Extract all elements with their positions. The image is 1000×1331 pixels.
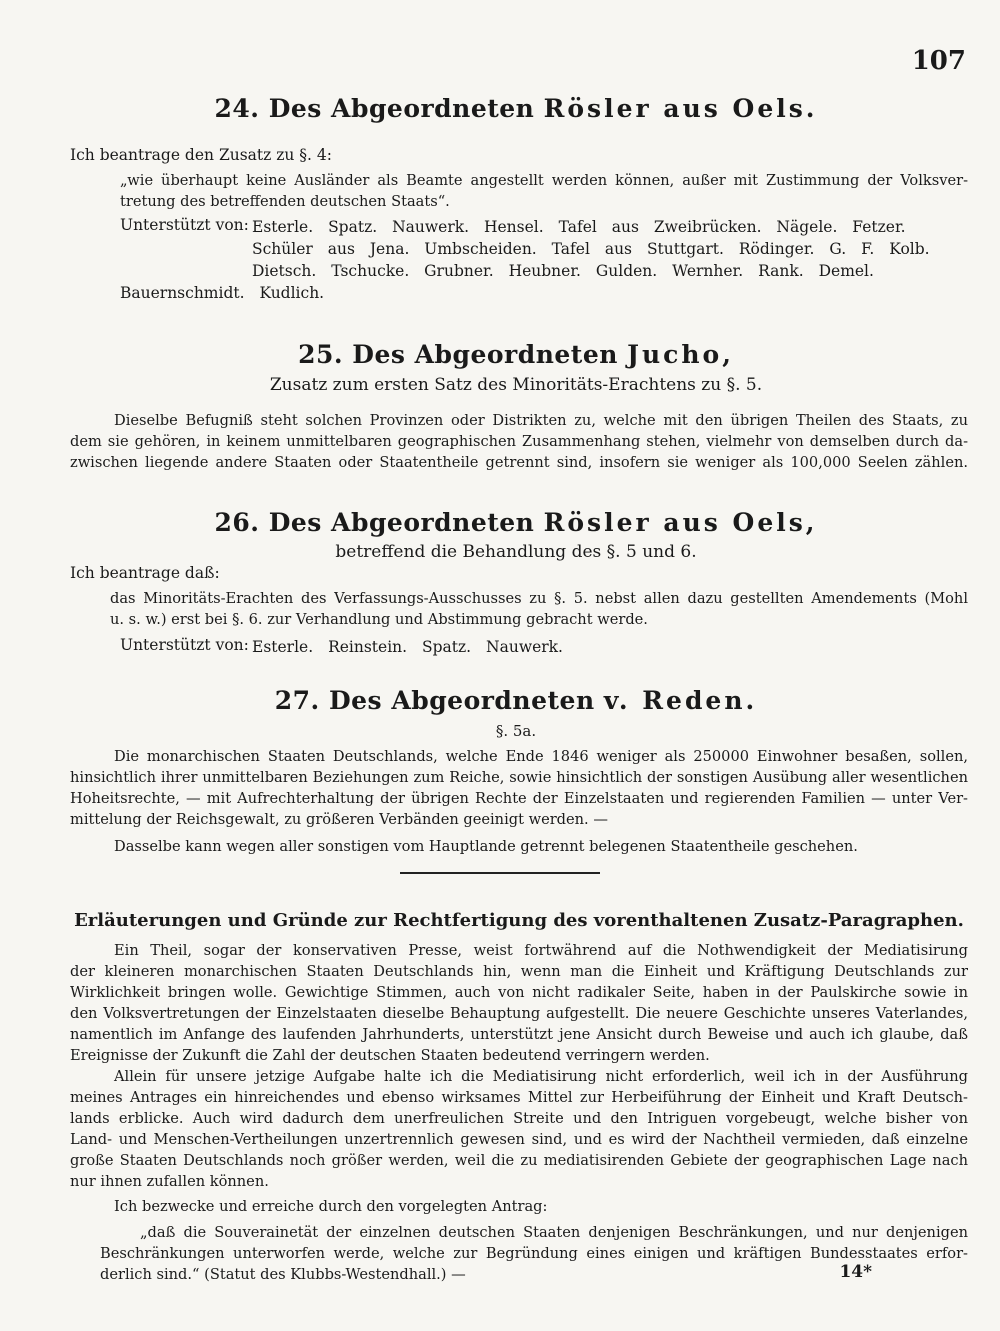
supporter-row: Bauernschmidt. Kudlich.	[120, 284, 325, 302]
section-27-heading-prefix: 27. Des Abgeordneten	[274, 686, 604, 715]
text-line: der kleineren monarchischen Staaten Deutschlands hin, wenn man die Einheit und Kräftigung Deutschlands zur	[70, 963, 968, 980]
text-line: Ich bezwecke und erreiche durch den vorgelegten Antrag:	[114, 1198, 548, 1215]
text-line: hinsichtlich ihrer unmittelbaren Beziehungen zum Reiche, sowie hinsichtlich der sonstigen Ausübung aller wesentlichen	[70, 769, 968, 786]
section-divider	[400, 872, 600, 874]
section-24-intro: Ich beantrage den Zusatz zu §. 4:	[70, 146, 332, 164]
section-27-paragraph-label: §. 5a.	[495, 722, 537, 740]
section-26-heading-prefix: 26. Des Abgeordneten	[214, 508, 544, 537]
section-25-subtitle: Zusatz zum ersten Satz des Minoritäts-Erachtens zu §. 5.	[269, 375, 763, 395]
text-line: den Volksvertretungen der Einzelstaaten dieselbe Behauptung aufgestellt. Die neuere Geschichte unseres Vaterlandes,	[70, 1005, 968, 1022]
explanations-quote	[100, 1222, 968, 1285]
supporter-row: Schüler aus Jena. Umbscheiden. Tafel aus Stuttgart. Rödinger. G. F. Kolb.	[252, 240, 930, 258]
text-line: u. s. w.) erst bei §. 6. zur Verhandlung und Abstimmung gebracht werde.	[110, 611, 648, 628]
text-line: derlich sind.“ (Statut des Klubbs-Westendhall.) —	[100, 1266, 466, 1283]
section-25-heading-name: Jucho,	[627, 340, 734, 369]
text-line: Ein Theil, sogar der konservativen Presse, weist fortwährend auf die Nothwendigkeit der Mediatisirung	[114, 942, 968, 959]
section-24-heading-name: Rösler aus Oels.	[543, 94, 818, 123]
text-line: „daß die Souverainetät der einzelnen deutschen Staaten denjenigen Beschränkungen, und nur denjenigen	[140, 1224, 968, 1241]
text-line: Wirklichkeit bringen wolle. Gewichtige Stimmen, auch von nicht radikaler Seite, haben in der Paulskirche sowie in	[70, 984, 968, 1001]
section-24-text	[96, 170, 968, 212]
text-line: zwischen liegende andere Staaten oder Staatentheile getrennt sind, insofern sie weniger als 100,000 Seelen zählen.	[70, 454, 968, 471]
section-26-heading	[64, 508, 968, 537]
section-24-supporters	[252, 216, 968, 282]
text-line: große Staaten Deutschlands noch größer werden, weil die zu mediatisirenden Gebiete der geographischen Lage nach	[70, 1152, 968, 1169]
text-line: Hoheitsrechte, — mit Aufrechterhaltung der übrigen Rechte der Einzelstaaten und regierenden Familien — unter Ver-	[70, 790, 968, 807]
text-line: Ereignisse der Zukunft die Zahl der deutschen Staaten bedeutend verringern werden.	[70, 1047, 710, 1064]
text-line: tretung des betreffenden deutschen Staats“.	[120, 193, 450, 210]
text-line: meines Antrages ein hinreichendes und ebenso wirksames Mittel zur Herbeiführung der Einheit und Kraft Deutsch-	[70, 1089, 968, 1106]
section-26-supporters	[252, 636, 563, 658]
text-line: Die monarchischen Staaten Deutschlands, welche Ende 1846 weniger als 250000 Einwohner besaßen, sollen,	[114, 748, 968, 765]
section-24-support-label: Unterstützt von:	[120, 216, 249, 234]
supporter-row: Dietsch. Tschucke. Grubner. Heubner. Gulden. Wernher. Rank. Demel.	[252, 262, 874, 280]
section-26-text	[110, 588, 968, 630]
text-line: „wie überhaupt keine Ausländer als Beamte angestellt werden können, außer mit Zustimmung der Volksver-	[120, 172, 968, 189]
section-24-heading	[64, 94, 968, 123]
text-line: Land- und Menschen-Vertheilungen unzertrennlich gewesen sind, und es wird der Nachtheil vermieden, daß einzelne	[70, 1131, 968, 1148]
signature-mark: 14*	[839, 1262, 872, 1282]
section-26-support-label: Unterstützt von:	[120, 636, 249, 654]
text-line: lands erblicke. Auch wird dadurch dem unerfreulichen Streite und den Intriguen vorgebeugt, welche bisher von	[70, 1110, 968, 1127]
text-line: Dieselbe Befugniß steht solchen Provinzen oder Distrikten zu, welche mit den übrigen Theilen des Staats, zu	[114, 412, 968, 429]
text-line: das Minoritäts-Erachten des Verfassungs-Ausschusses zu §. 5. nebst allen dazu gestellten Amendements (Mohl	[110, 590, 968, 607]
supporter-row: Esterle. Spatz. Nauwerk. Hensel. Tafel aus Zweibrücken. Nägele. Fetzer.	[252, 218, 906, 236]
text-line: mittelung der Reichsgewalt, zu größeren Verbänden geeinigt werden. —	[70, 811, 608, 828]
page-number: 107	[911, 46, 966, 76]
text-line: namentlich im Anfange des laufenden Jahrhunderts, unterstützt jene Ansicht durch Beweise und auch ich glaube, daß	[70, 1026, 968, 1043]
explanations-text	[70, 940, 968, 1217]
section-24-supporters-last	[120, 282, 324, 304]
section-27-heading	[64, 686, 968, 715]
section-25-heading-prefix: 25. Des Abgeordneten	[298, 340, 628, 369]
supporter-row: Esterle. Reinstein. Spatz. Nauwerk.	[252, 638, 563, 656]
section-26-intro: Ich beantrage daß:	[70, 564, 220, 582]
section-27-text	[70, 746, 968, 857]
section-24-heading-prefix: 24. Des Abgeordneten	[214, 94, 544, 123]
section-27-heading-name: v. Reden.	[603, 686, 758, 715]
text-line: nur ihnen zufallen können.	[70, 1173, 269, 1190]
section-25-heading	[64, 340, 968, 369]
text-line: Allein für unsere jetzige Aufgabe halte ich die Mediatisirung nicht erforderlich, weil ich in der Ausführung	[114, 1068, 968, 1085]
section-25-text	[70, 410, 968, 473]
section-26-subtitle: betreffend die Behandlung des §. 5 und 6.	[335, 542, 697, 562]
text-line: Beschränkungen unterworfen werde, welche zur Begründung eines einigen und kräftigen Bundesstaates erfor-	[100, 1245, 968, 1262]
explanations-heading: Erläuterungen und Gründe zur Rechtfertigung des vorenthaltenen Zusatz-Paragraphen.	[74, 910, 964, 931]
text-line: Dasselbe kann wegen aller sonstigen vom Hauptlande getrennt belegenen Staatentheile geschehen.	[114, 838, 858, 855]
text-line: dem sie gehören, in keinem unmittelbaren geographischen Zusammenhang stehen, vielmehr von demselben durch da-	[70, 433, 968, 450]
section-26-heading-name: Rösler aus Oels,	[543, 508, 818, 537]
